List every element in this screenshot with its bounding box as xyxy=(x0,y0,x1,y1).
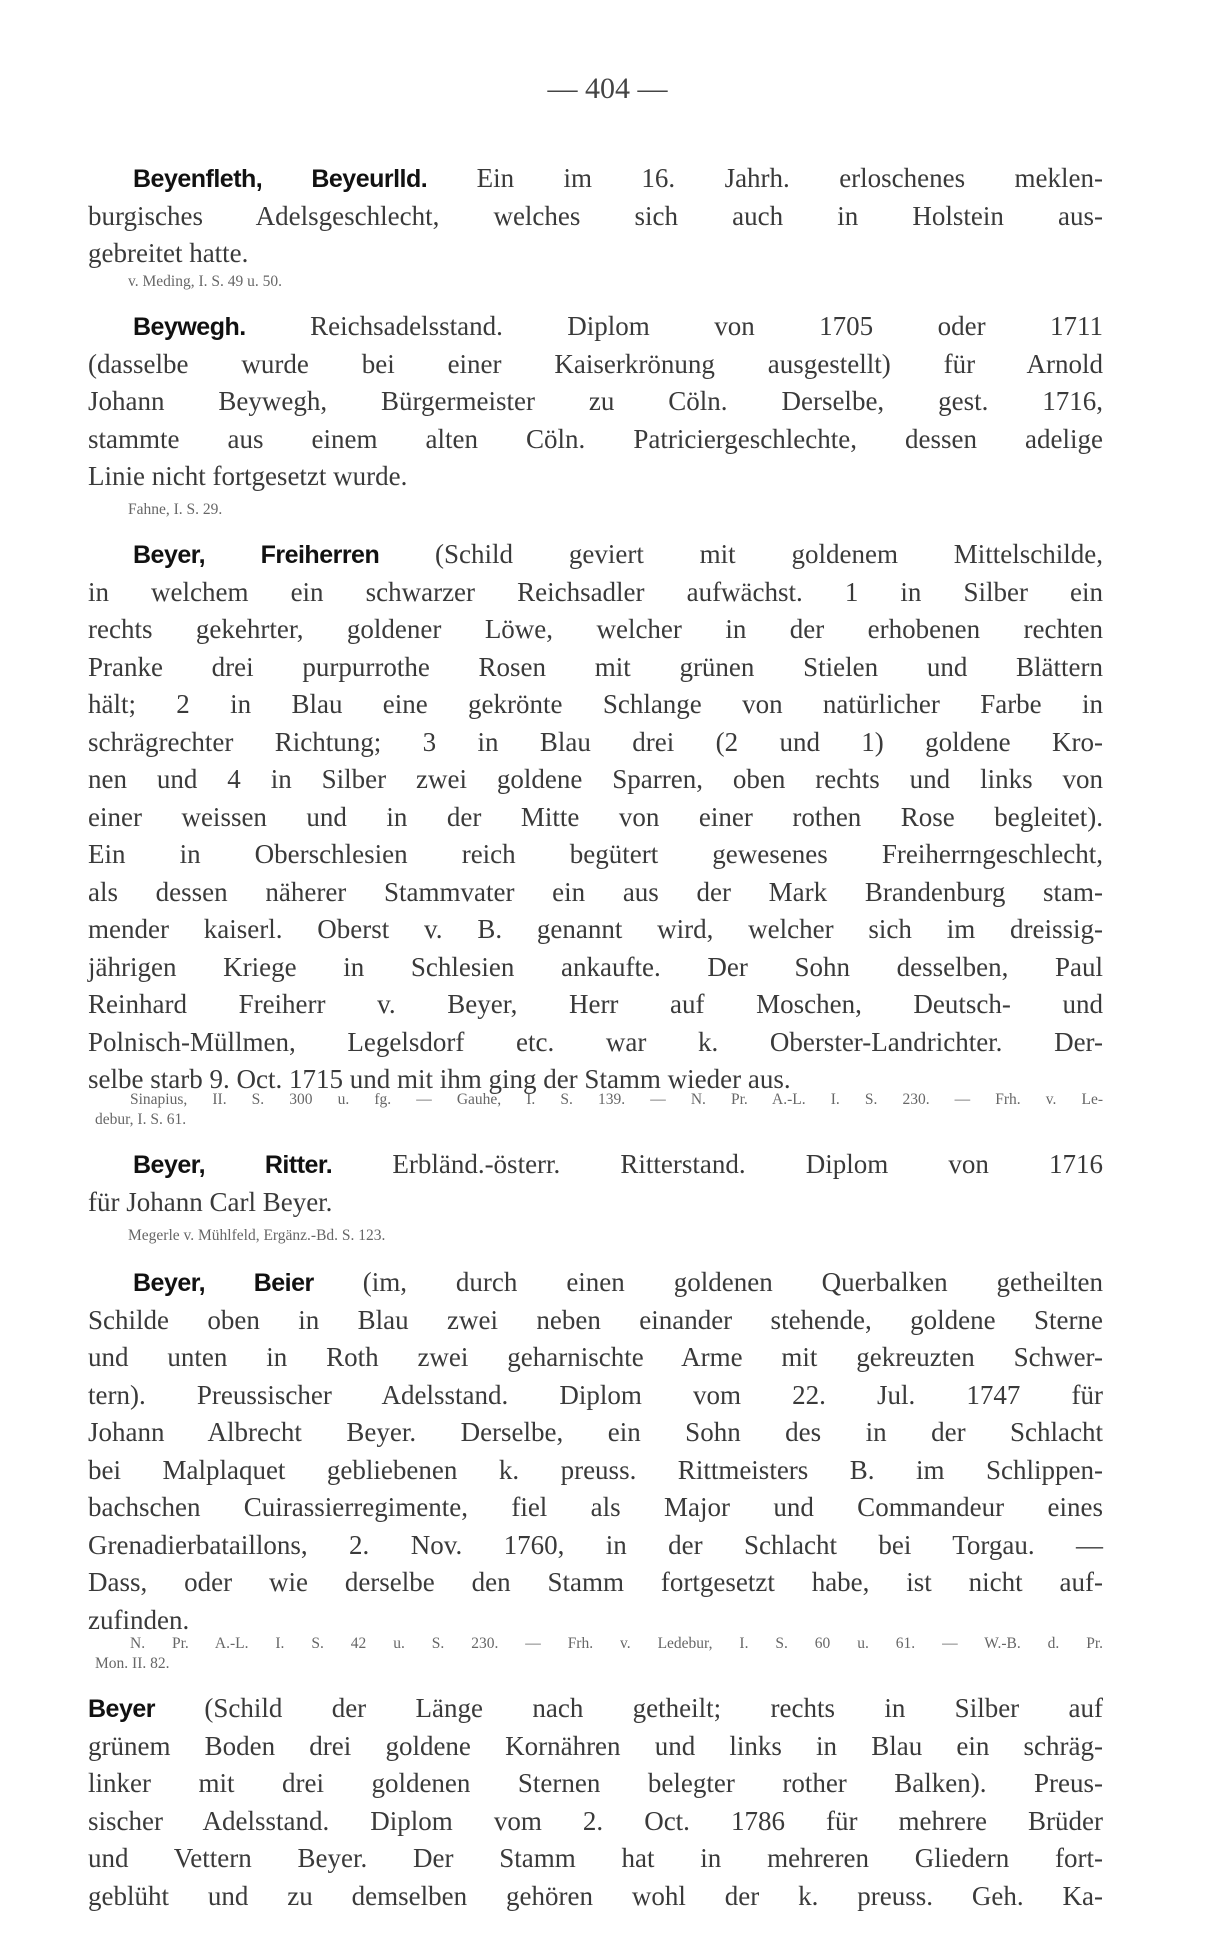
entry-heading: Beyer xyxy=(88,1695,155,1723)
citation-line: v. Meding, I. S. 49 u. 50. xyxy=(128,273,282,290)
entry-heading: Beyer, Beier xyxy=(133,1269,314,1297)
text-line: Beyer, Ritter. Erbländ.-österr. Ritterstand. Diplom von 1716 xyxy=(133,1149,1103,1179)
entry-heading: Beyer, Ritter. xyxy=(133,1151,333,1179)
text-line: nen und 4 in Silber zwei goldene Sparren, oben rechts und links von xyxy=(88,764,1103,794)
text-line: und unten in Roth zwei geharnischte Arme mit gekreuzten Schwer- xyxy=(88,1342,1103,1372)
citation-line: Sinapius, II. S. 300 u. fg. — Gauhe, I. S. 139. — N. Pr. A.-L. I. S. 230. — Frh. v. Le- xyxy=(130,1091,1103,1108)
text-line: Beyenfleth, Beyeurlld. Ein im 16. Jahrh. erloschenes meklen- xyxy=(133,163,1104,193)
text-line: rechts gekehrter, goldener Löwe, welcher in der erhobenen rechten xyxy=(88,614,1103,644)
entry xyxy=(88,536,1103,1099)
entry-heading: Beyer, Freiherren xyxy=(133,541,380,569)
text-line: Beywegh. Reichsadelsstand. Diplom von 1705 oder 1711 xyxy=(133,311,1103,341)
text-line: Pranke drei purpurrothe Rosen mit grünen Stielen und Blättern xyxy=(88,651,1103,682)
text-line: Grenadierbataillons, 2. Nov. 1760, in der Schlacht bei Torgau. — xyxy=(88,1529,1103,1560)
text-line: in welchem ein schwarzer Reichsadler aufwächst. 1 in Silber ein xyxy=(88,576,1103,607)
entry xyxy=(88,1264,1103,1639)
text-line: (dasselbe wurde bei einer Kaiserkrönung ausgestellt) für Arnold xyxy=(88,348,1103,379)
text-line: bachschen Cuirassierregimente, fiel als Major und Commandeur eines xyxy=(88,1492,1103,1522)
entry xyxy=(88,1146,1103,1221)
text-line: Beyer, Beier (im, durch einen goldenen Querbalken getheilten xyxy=(133,1267,1104,1297)
citation xyxy=(128,272,1103,292)
text-line: für Johann Carl Beyer. xyxy=(88,1186,333,1217)
text-line: stammte aus einem alten Cöln. Patriciergeschlechte, dessen adelige xyxy=(88,423,1103,454)
citation xyxy=(95,1090,1103,1130)
citation xyxy=(95,1634,1103,1674)
citation-line: debur, I. S. 61. xyxy=(95,1111,187,1128)
text-line: mender kaiserl. Oberst v. B. genannt wird, welcher sich im dreissig- xyxy=(88,914,1103,944)
text-line: Polnisch-Müllmen, Legelsdorf etc. war k. Oberster-Landrichter. Der- xyxy=(88,1026,1103,1057)
text-line: einer weissen und in der Mitte von einer rothen Rose begleitet). xyxy=(88,801,1103,832)
text-line: und Vettern Beyer. Der Stamm hat in mehreren Gliedern fort- xyxy=(88,1843,1103,1873)
entry xyxy=(88,160,1103,273)
entry-heading: Beyenfleth, Beyeurlld. xyxy=(133,165,428,193)
page-number: — 404 — xyxy=(547,72,668,105)
citation-line: Mon. II. 82. xyxy=(95,1655,170,1672)
text-line: grünem Boden drei goldene Kornähren und links in Blau ein schräg- xyxy=(88,1730,1103,1761)
text-line: Beyer, Freiherren (Schild geviert mit goldenem Mittelschilde, xyxy=(133,539,1103,569)
entry xyxy=(88,308,1103,496)
citation-line: N. Pr. A.-L. I. S. 42 u. S. 230. — Frh. v. Ledebur, I. S. 60 u. 61. — W.-B. d. Pr. xyxy=(130,1635,1103,1652)
text-line: bei Malplaquet gebliebenen k. preuss. Rittmeisters B. im Schlippen- xyxy=(88,1454,1103,1485)
text-line: burgisches Adelsgeschlecht, welches sich auch in Holstein aus- xyxy=(88,200,1103,231)
text-line: Johann Albrecht Beyer. Derselbe, ein Sohn des in der Schlacht xyxy=(88,1417,1103,1447)
entry xyxy=(88,1690,1103,1915)
entry-heading: Beywegh. xyxy=(133,313,246,341)
text-line: hält; 2 in Blau eine gekrönte Schlange von natürlicher Farbe in xyxy=(88,689,1103,719)
text-line: tern). Preussischer Adelsstand. Diplom vom 22. Jul. 1747 für xyxy=(88,1379,1103,1410)
text-line: Beyer (Schild der Länge nach getheilt; rechts in Silber auf xyxy=(88,1693,1103,1723)
citation-line: Fahne, I. S. 29. xyxy=(128,501,223,518)
text-line: linker mit drei goldenen Sternen belegter rother Balken). Preus- xyxy=(88,1768,1103,1798)
text-line: Ein in Oberschlesien reich begütert gewesenes Freiherrngeschlecht, xyxy=(88,839,1103,869)
text-line: Dass, oder wie derselbe den Stamm fortgesetzt habe, ist nicht auf- xyxy=(88,1567,1103,1597)
text-line: selbe starb 9. Oct. 1715 und mit ihm ging der Stamm wieder aus. xyxy=(88,1064,791,1094)
text-line: Reinhard Freiherr v. Beyer, Herr auf Moschen, Deutsch- und xyxy=(88,989,1103,1019)
citation-line: Megerle v. Mühlfeld, Ergänz.-Bd. S. 123. xyxy=(128,1227,386,1244)
text-line: Linie nicht fortgesetzt wurde. xyxy=(88,461,408,491)
text-line: schrägrechter Richtung; 3 in Blau drei (2 und 1) goldene Kro- xyxy=(88,726,1103,757)
citation xyxy=(128,500,1103,520)
text-line: Johann Beywegh, Bürgermeister zu Cöln. Derselbe, gest. 1716, xyxy=(88,386,1103,416)
text-line: Schilde oben in Blau zwei neben einander stehende, goldene Sterne xyxy=(88,1304,1103,1335)
citation xyxy=(128,1226,1103,1246)
text-line: geblüht und zu demselben gehören wohl der k. preuss. Geh. Ka- xyxy=(88,1880,1103,1911)
text-line: sischer Adelsstand. Diplom vom 2. Oct. 1786 für mehrere Brüder xyxy=(88,1805,1103,1836)
text-line: zufinden. xyxy=(88,1604,190,1635)
text-line: als dessen näherer Stammvater ein aus der Mark Brandenburg stam- xyxy=(88,876,1103,907)
text-line: jährigen Kriege in Schlesien ankaufte. Der Sohn desselben, Paul xyxy=(88,951,1103,982)
text-line: gebreitet hatte. xyxy=(88,238,249,268)
